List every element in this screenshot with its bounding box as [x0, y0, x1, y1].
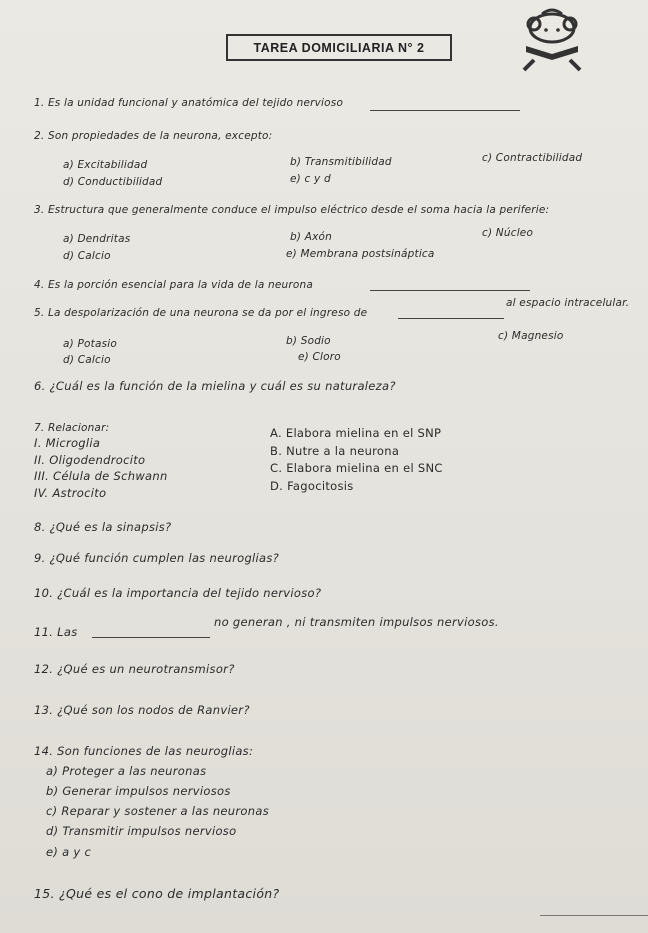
q2-option-b: b) Transmitibilidad [290, 156, 392, 168]
q14-option-a: a) Proteger a las neuronas [46, 764, 207, 778]
q7-left-3: III. Célula de Schwann [34, 469, 168, 483]
q5-option-d: d) Calcio [63, 354, 111, 366]
q7-left-1: I. Microglia [34, 436, 101, 450]
q14-option-c: c) Reparar y sostener a las neuronas [46, 804, 269, 818]
answer-blank-11[interactable] [92, 637, 210, 638]
answer-blank-4[interactable] [370, 290, 530, 291]
q3-option-a: a) Dendritas [63, 233, 131, 245]
question-7: 7. Relacionar: [34, 422, 110, 434]
question-3: 3. Estructura que generalmente conduce el impulso eléctrico desde el soma hacia la periferie: [34, 204, 550, 216]
q2-option-c: c) Contractibilidad [482, 152, 583, 164]
q5-option-e: e) Cloro [298, 351, 341, 363]
question-6: 6. ¿Cuál es la función de la mielina y cuál es su naturaleza? [34, 379, 396, 393]
question-11-end: no generan , ni transmiten impulsos nerviosos. [214, 615, 499, 629]
q3-option-c: c) Núcleo [482, 227, 534, 239]
q3-option-e: e) Membrana postsináptica [286, 248, 435, 260]
q7-right-c: C. Elabora mielina en el SNC [270, 461, 443, 475]
question-15: 15. ¿Qué es el cono de implantación? [34, 886, 280, 901]
q5-option-b: b) Sodio [286, 335, 331, 347]
page-edge-line [540, 915, 648, 916]
question-11-start: 11. Las [34, 625, 78, 639]
answer-blank-1[interactable] [370, 110, 520, 111]
q14-option-d: d) Transmitir impulsos nervioso [46, 824, 237, 838]
q3-option-d: d) Calcio [63, 250, 111, 262]
q2-option-a: a) Excitabilidad [63, 159, 148, 171]
q7-right-d: D. Fagocitosis [270, 479, 354, 493]
student-clipart-icon [512, 8, 592, 72]
q7-right-a: A. Elabora mielina en el SNP [270, 426, 442, 440]
q2-option-e: e) c y d [290, 173, 331, 185]
q14-option-b: b) Generar impulsos nerviosos [46, 784, 231, 798]
question-5-start: 5. La despolarización de una neurona se da por el ingreso de [34, 307, 368, 319]
q2-option-d: d) Conductibilidad [63, 176, 163, 188]
question-5-end: al espacio intracelular. [506, 297, 630, 309]
q14-option-e: e) a y c [46, 845, 92, 859]
question-12: 12. ¿Qué es un neurotransmisor? [34, 662, 235, 676]
question-10: 10. ¿Cuál es la importancia del tejido nervioso? [34, 586, 322, 600]
question-2: 2. Son propiedades de la neurona, excepto: [34, 130, 273, 142]
question-9: 9. ¿Qué función cumplen las neuroglias? [34, 551, 280, 565]
answer-blank-5[interactable] [398, 318, 504, 319]
question-8: 8. ¿Qué es la sinapsis? [34, 520, 172, 534]
q7-left-4: IV. Astrocito [34, 486, 107, 500]
q7-left-2: II. Oligodendrocito [34, 453, 146, 467]
question-4: 4. Es la porción esencial para la vida de la neurona [34, 279, 314, 291]
q5-option-c: c) Magnesio [498, 330, 564, 342]
page-title: TAREA DOMICILIARIA N° 2 [226, 34, 452, 61]
question-1: 1. Es la unidad funcional y anatómica del tejido nervioso [34, 97, 344, 109]
question-14: 14. Son funciones de las neuroglias: [34, 744, 254, 758]
q5-option-a: a) Potasio [63, 338, 117, 350]
question-13: 13. ¿Qué son los nodos de Ranvier? [34, 703, 250, 717]
q3-option-b: b) Axón [290, 231, 332, 243]
q7-right-b: B. Nutre a la neurona [270, 444, 400, 458]
